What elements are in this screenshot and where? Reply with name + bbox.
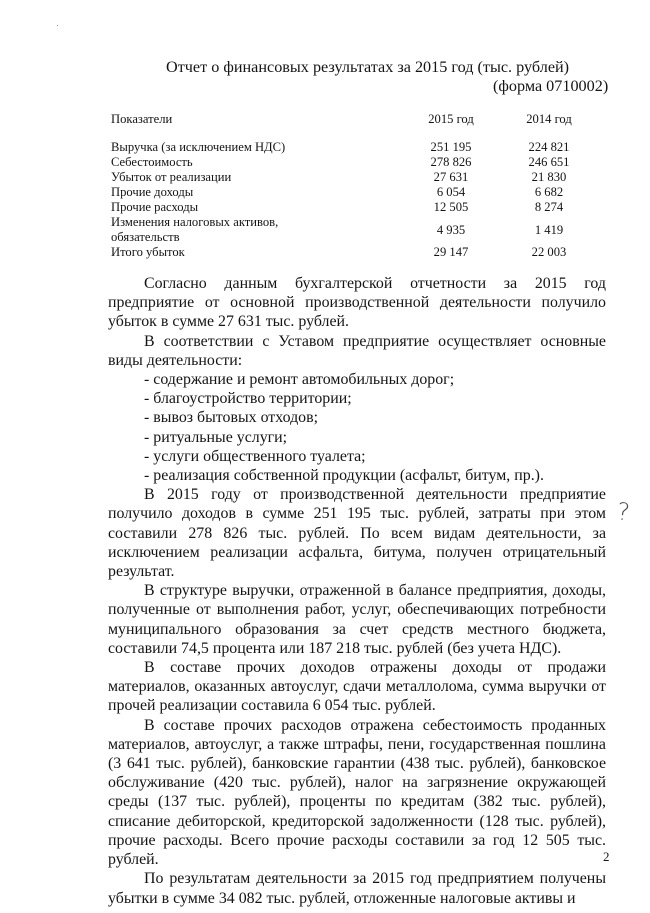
table-row <box>111 155 591 170</box>
value-2015: 12 505 <box>433 200 469 214</box>
row-label: Убыток от реализации <box>111 170 232 184</box>
financial-results-table <box>111 112 591 260</box>
table-row <box>111 245 591 260</box>
paragraph-activities-intro: В соответствии с Уставом предприятие осуществляет основные виды деятельности: <box>108 332 606 369</box>
value-2015: 6 054 <box>436 185 466 199</box>
page-number: 2 <box>603 849 610 864</box>
value-2015: 251 195 <box>430 140 472 154</box>
form-code: (форма 0710002) <box>493 77 609 95</box>
list-item: - ритуальные услуги; <box>144 428 288 446</box>
row-label: Прочие доходы <box>111 185 194 199</box>
value-2014: 1 419 <box>534 223 564 237</box>
table-row <box>111 185 591 200</box>
header-2014: 2014 год <box>526 112 572 126</box>
value-2015: 29 147 <box>433 245 469 259</box>
header-indicator: Показатели <box>111 112 173 126</box>
list-item: - реализация собственной продукции (асфальт, битум, пр.). <box>144 467 544 485</box>
paragraph-loss-summary: Согласно данным бухгалтерской отчетности за 2015 год предприятие от основной производственной деятельности получило убыток в сумме 27 631 тыс. рублей. <box>108 275 606 331</box>
value-2014: 22 003 <box>531 245 567 259</box>
value-2014: 8 274 <box>534 200 564 214</box>
row-label: Итого убыток <box>111 245 185 259</box>
value-2015: 27 631 <box>433 170 469 184</box>
value-2015: 278 826 <box>430 155 472 169</box>
paragraph-other-expenses: В составе прочих расходов отражена себестоимость проданных материалов, автоуслуг, а также штрафы, пени, государственная пошлина (3 641 тыс. рублей), банковские гарантии (438 тыс. рублей), банковское обслуживание (420 тыс. рублей), налог на загрязнение окружающей среды (137 тыс. рублей), проценты по кредитам (382 тыс. рублей), списание дебиторской, кредиторской задолженности (128 тыс. рублей), прочие расходы. Всего прочие расходы составили за год 12 505 тыс. рублей. <box>108 716 606 869</box>
header-2015: 2015 год <box>428 112 474 126</box>
list-item: - благоустройство территории; <box>144 390 352 408</box>
row-label: Изменения налоговых активов, обязательств <box>111 215 279 244</box>
table-row <box>111 215 591 245</box>
table-header-row <box>111 112 591 127</box>
paragraph-revenue-structure: В структуре выручки, отраженной в балансе предприятия, доходы, полученные от выполнения работ, услуг, обеспечивающих потребности муниципального образования за счет средств местного бюджета, составили 74,5 процента или 187 218 тыс. рублей (без учета НДС). <box>108 582 606 657</box>
paragraph-results: По результатам деятельности за 2015 год предприятием получены убытки в сумме 34 082 тыс. рублей, отложенные налоговые активы и <box>108 870 606 907</box>
value-2014: 224 821 <box>528 140 570 154</box>
report-title: Отчет о финансовых результатах за 2015 год (тыс. рублей) <box>166 58 570 76</box>
list-item: - содержание и ремонт автомобильных дорог; <box>144 371 455 389</box>
handwritten-question-mark: ? <box>615 497 632 527</box>
report-body <box>108 274 606 908</box>
row-label: Прочие расходы <box>111 200 199 214</box>
activities-list <box>108 370 606 485</box>
paragraph-other-income: В составе прочих доходов отражены доходы от продажи материалов, оказанных автоуслуг, сдачи металлолома, сумма выручки от прочей реализации составила 6 054 тыс. рублей. <box>108 659 606 715</box>
table-row <box>111 200 591 215</box>
scan-speck <box>57 25 58 26</box>
value-2014: 246 651 <box>528 155 570 169</box>
list-item: - вывоз бытовых отходов; <box>144 409 319 427</box>
row-label: Себестоимость <box>111 155 193 169</box>
paragraph-revenue-costs: В 2015 году от производственной деятельности предприятие получило доходов в сумме 251 195 тыс. рублей, затраты при этом составили 278 826 тыс. рублей. По всем видам деятельности, за исключением реализации асфальта, битума, получен отрицательный результат. <box>108 486 606 581</box>
value-2014: 21 830 <box>531 170 567 184</box>
table-row <box>111 140 591 155</box>
list-item: - услуги общественного туалета; <box>144 447 366 465</box>
value-2014: 6 682 <box>534 185 564 199</box>
row-label: Выручка (за исключением НДС) <box>111 140 286 154</box>
value-2015: 4 935 <box>436 223 466 237</box>
table-row <box>111 170 591 185</box>
